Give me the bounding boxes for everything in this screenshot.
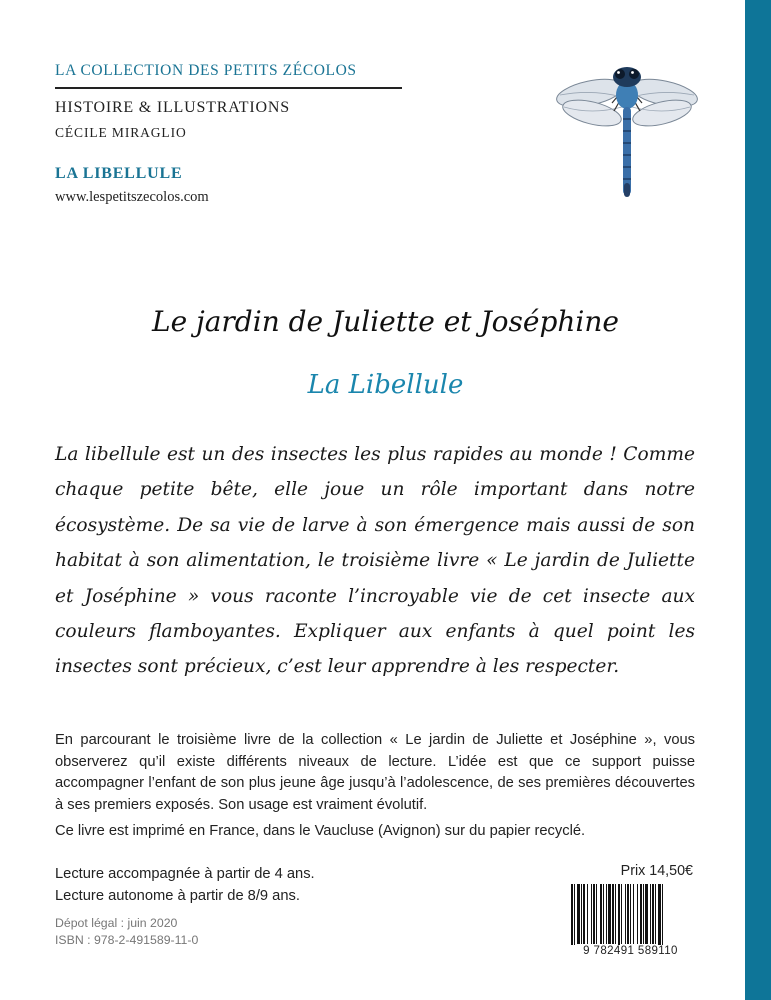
- barcode-bar: [603, 884, 604, 944]
- barcode-bar: [577, 884, 580, 944]
- spine-stripe: [745, 0, 771, 1000]
- series-name: LA LIBELLULE: [55, 165, 183, 182]
- barcode-bar: [655, 884, 656, 944]
- barcode-bar: [625, 884, 626, 944]
- collection-name: LA COLLECTION DES PETITS ZÉCOLOS: [55, 62, 357, 79]
- credits-title: HISTOIRE & ILLUSTRATIONS: [55, 99, 290, 116]
- barcode-bar: [662, 884, 663, 950]
- header-divider: [55, 87, 402, 89]
- price-label: Prix 14,50€: [620, 863, 693, 879]
- barcode-bar: [583, 884, 585, 944]
- barcode-bar: [652, 884, 654, 944]
- barcode-bar: [658, 884, 661, 950]
- barcode-bar: [581, 884, 582, 944]
- printing-info: Ce livre est imprimé en France, dans le Vaucluse (Avignon) sur du papier recyclé.: [55, 823, 586, 839]
- barcode-bar: [608, 884, 611, 944]
- barcode-bar: [650, 884, 651, 944]
- isbn: ISBN : 978-2-491589-11-0: [55, 933, 199, 947]
- barcode-bar: [574, 884, 575, 950]
- website-link[interactable]: www.lespetitszecolos.com: [55, 189, 209, 205]
- credits-author: CÉCILE MIRAGLIO: [55, 125, 187, 140]
- barcode-bar: [615, 884, 616, 944]
- legal-deposit: Dépot légal : juin 2020: [55, 916, 178, 930]
- barcode-bar: [645, 884, 648, 944]
- barcode-bar: [630, 884, 631, 944]
- reading-accompanied: Lecture accompagnée à partir de 4 ans.: [55, 866, 315, 882]
- book-title: Le jardin de Juliette et Joséphine: [151, 305, 619, 338]
- barcode-bar: [640, 884, 642, 944]
- legal-info: [55, 915, 198, 949]
- barcode-bar: [621, 884, 622, 944]
- barcode-bar: [600, 884, 602, 944]
- barcode-bar: [618, 884, 620, 950]
- reading-levels: [55, 864, 315, 907]
- dragonfly-illustration: [552, 55, 702, 205]
- barcode-digits: 9 782491 589110: [563, 945, 698, 957]
- barcode-bar: [643, 884, 644, 944]
- book-subtitle: La Libellule: [307, 370, 464, 400]
- barcode-bar: [571, 884, 573, 950]
- reading-autonomous: Lecture autonome à partir de 8/9 ans.: [55, 887, 300, 904]
- barcode-bar: [627, 884, 629, 944]
- barcode-bar: [606, 884, 607, 944]
- barcode-bar: [591, 884, 592, 944]
- barcode-bar: [587, 884, 588, 944]
- barcode-bar: [633, 884, 634, 944]
- script-blurb: La libellule est un des insectes les plus rapides au monde ! Comme chaque petite bête, elle joue un rôle important dans notre écosystème. De sa vie de larve à son émergence mais aussi de son habitat à son alimentation, le troisième livre « Le jardin de Juliette et Joséphine » vous raconte l’incroyable vie de cet insecte aux couleurs flamboyantes. Expliquer aux enfants à quel point les insectes sont précieux, c’est leur apprendre à les respecter.: [55, 444, 695, 678]
- barcode-bar: [637, 884, 638, 944]
- barcode-bar: [593, 884, 595, 944]
- barcode-bar: [596, 884, 597, 944]
- description-paragraph: En parcourant le troisième livre de la collection « Le jardin de Juliette et Joséphine », vous observerez qu’il existe différents niveaux de lecture. L’idée est que ce support puisse accompagner l’enfant de son plus jeune âge jusqu’à l’adolescence, de ses premières découvertes à ses premiers exposés. Son usage est vraiment évolutif.: [55, 732, 695, 813]
- barcode-bar: [612, 884, 614, 944]
